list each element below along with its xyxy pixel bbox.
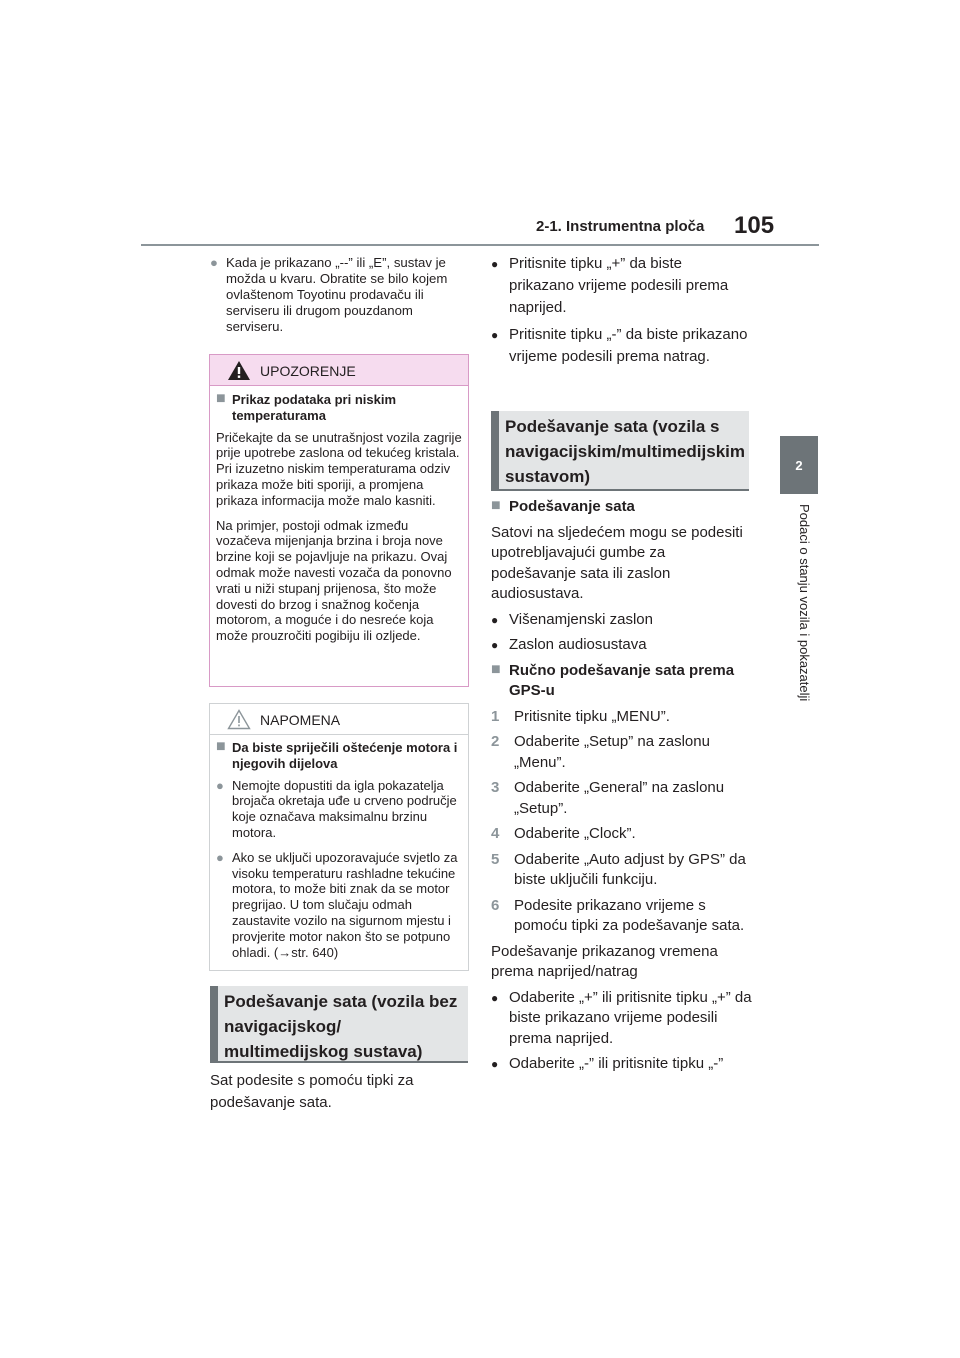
paragraph: Satovi na sljedećem mogu se podesiti upotrebljavajući gumbe za podešavanje sata ili zaslon audiosustava. xyxy=(491,523,743,602)
chapter-tab-number: 2 xyxy=(795,457,803,473)
list-item xyxy=(491,610,753,631)
list-item-text: Odaberite „+” ili pritisnite tipku „+” da biste prikazano vrijeme podesili prema naprijed. xyxy=(509,988,752,1047)
intro-bullet-text: Kada je prikazano „--” ili „E”, sustav je možda u kvaru. Obratite se bilo kojem ovlaštenom Toyotinu prodavaču ili serviseru ili drugom pouzdanom serviseru. xyxy=(226,255,448,334)
step-number: 6 xyxy=(491,896,500,914)
subheading-clock-adjust xyxy=(491,497,753,518)
warning-triangle-icon xyxy=(227,360,251,381)
step-text: Pritisnite tipku „MENU”. xyxy=(514,707,670,725)
subheading-text: Podešavanje sata xyxy=(509,498,635,515)
list-item xyxy=(491,635,753,656)
bullet-dot-icon: ● xyxy=(216,849,224,865)
bullet-dot-icon: ● xyxy=(491,1057,499,1071)
bullet-dot-icon: ● xyxy=(491,990,499,1005)
subheading-gps-adjust xyxy=(491,661,753,702)
note-bullet-text: Nemojte dopustiti da igla pokazatelja brojača okretaja uđe u crveno područje koje označava maksimalnu brzinu motora. xyxy=(232,777,457,840)
list-item-text: Pritisnite tipku „+” da biste prikazano vrijeme podesili prema naprijed. xyxy=(509,255,729,316)
step-item xyxy=(491,778,753,819)
section-heading-navigation: Podešavanje sata (vozila s navigacijskim/multimedijskim sustavom) xyxy=(491,411,749,491)
bullet-dot-icon: ● xyxy=(216,777,224,793)
note-bullet xyxy=(216,850,462,961)
list-item-text: Odaberite „-” ili pritisnite tipku „-” xyxy=(509,1055,724,1072)
step-item xyxy=(491,824,753,845)
section-heading-no-navigation: Podešavanje sata (vozila bez navigacijskog/ multimedijskog sustava) xyxy=(210,986,468,1063)
warning-subhead-text: Prikaz podataka pri niskim temperaturama xyxy=(232,392,397,423)
note-title: NAPOMENA xyxy=(260,712,341,728)
warning-paragraph-2: Na primjer, postoji odmak između vozačeva mijenjanja brzina i broja nove brzine koji se pojavljuje na prikazu. Ovaj odmak može navesti vozača da ponovno vrati u niži stupanj prijenosa, što može dovesti do brzog i snažnog kočenja motorom, a moguće i do nesreće koja može prouzročiti pogibiju ili ozljede. xyxy=(216,517,452,644)
list-item xyxy=(491,324,751,368)
step-number: 4 xyxy=(491,825,500,842)
warning-paragraph-1: Pričekajte da se unutrašnjost vozila zagrije prije upotrebe zaslona od tekućeg kristala. Pri izuzetno niskim temperaturama odziv prikaza može biti sporiji, a promjena prikaza informacija može malo kasniti. xyxy=(216,429,462,508)
note-body xyxy=(210,735,468,960)
square-bullet-icon: ■ xyxy=(216,390,226,407)
square-bullet-icon: ■ xyxy=(491,497,501,514)
list-item xyxy=(491,253,751,319)
chapter-tab-label: Podaci o stanju vozila i pokazatelji xyxy=(797,504,812,702)
chapter-tab xyxy=(780,436,818,494)
note-header xyxy=(210,704,468,735)
page-number: 105 xyxy=(734,212,775,239)
note-bullet xyxy=(216,778,462,841)
step-item xyxy=(491,850,753,891)
intro-bullet xyxy=(210,255,468,335)
list-item-text: Zaslon audiosustava xyxy=(509,636,647,653)
step-text: Odaberite „Setup” na zaslonu „Menu”. xyxy=(514,733,710,771)
step-number: 2 xyxy=(491,733,500,750)
list-item-text: Pritisnite tipku „-” da biste prikazano vrijeme podesili prema natrag. xyxy=(509,326,748,365)
step-text: Odaberite „General” na zaslonu „Setup”. xyxy=(514,779,725,817)
square-bullet-icon: ■ xyxy=(216,738,226,755)
step-number: 3 xyxy=(491,779,500,796)
list-item xyxy=(491,988,753,1050)
subheading-text: Ručno podešavanje sata prema GPS-u xyxy=(509,661,735,699)
paragraph: Podešavanje prikazanog vremena prema naprijed/natrag xyxy=(491,942,718,980)
step-item xyxy=(491,896,753,937)
bullet-dot-icon: ● xyxy=(491,612,499,627)
adjust-bullets xyxy=(491,253,751,368)
header-rule xyxy=(141,244,819,246)
note-bullet-text: Ako se uključi upozoravajuće svjetlo za visoku temperaturu rashladne tekućine motora, to može biti znak da se motor pregrijao. U tom slučaju odmah zaustavite vozilo na sigurnom mjestu i provjerite motor nakon što se potpuno ohladi. (→str. 640) xyxy=(232,849,458,960)
step-text: Odaberite „Clock”. xyxy=(514,825,636,842)
step-text: Podesite prikazano vrijeme s pomoću tipki za podešavanje sata. xyxy=(514,896,745,934)
warning-subhead xyxy=(216,392,462,424)
list-item-text: Višenamjenski zaslon xyxy=(509,610,653,628)
section1-body: Sat podesite s pomoću tipki za podešavanje sata. xyxy=(210,1072,414,1111)
caution-triangle-icon xyxy=(227,709,251,730)
warning-header xyxy=(210,355,468,386)
step-number: 1 xyxy=(491,707,500,725)
bullet-dot-icon: ● xyxy=(491,328,499,342)
step-text: Odaberite „Auto adjust by GPS” da biste uključili funkciju. xyxy=(514,850,746,888)
warning-body xyxy=(210,386,468,644)
bullet-dot-icon: ● xyxy=(491,257,499,271)
section2-body xyxy=(491,497,753,1075)
section-header: 2-1. Instrumentna ploča xyxy=(536,218,705,235)
step-number: 5 xyxy=(491,850,500,868)
bullet-dot-icon: ● xyxy=(210,255,218,270)
step-item xyxy=(491,732,753,773)
note-subhead xyxy=(216,740,462,772)
note-box xyxy=(209,703,469,971)
square-bullet-icon: ■ xyxy=(491,660,501,678)
warning-title: UPOZORENJE xyxy=(260,363,356,379)
warning-box xyxy=(209,354,469,687)
note-subhead-text: Da biste spriječili oštećenje motora i njegovih dijelova xyxy=(232,740,458,771)
bullet-dot-icon: ● xyxy=(491,638,499,652)
step-item xyxy=(491,707,753,728)
list-item xyxy=(491,1054,753,1075)
